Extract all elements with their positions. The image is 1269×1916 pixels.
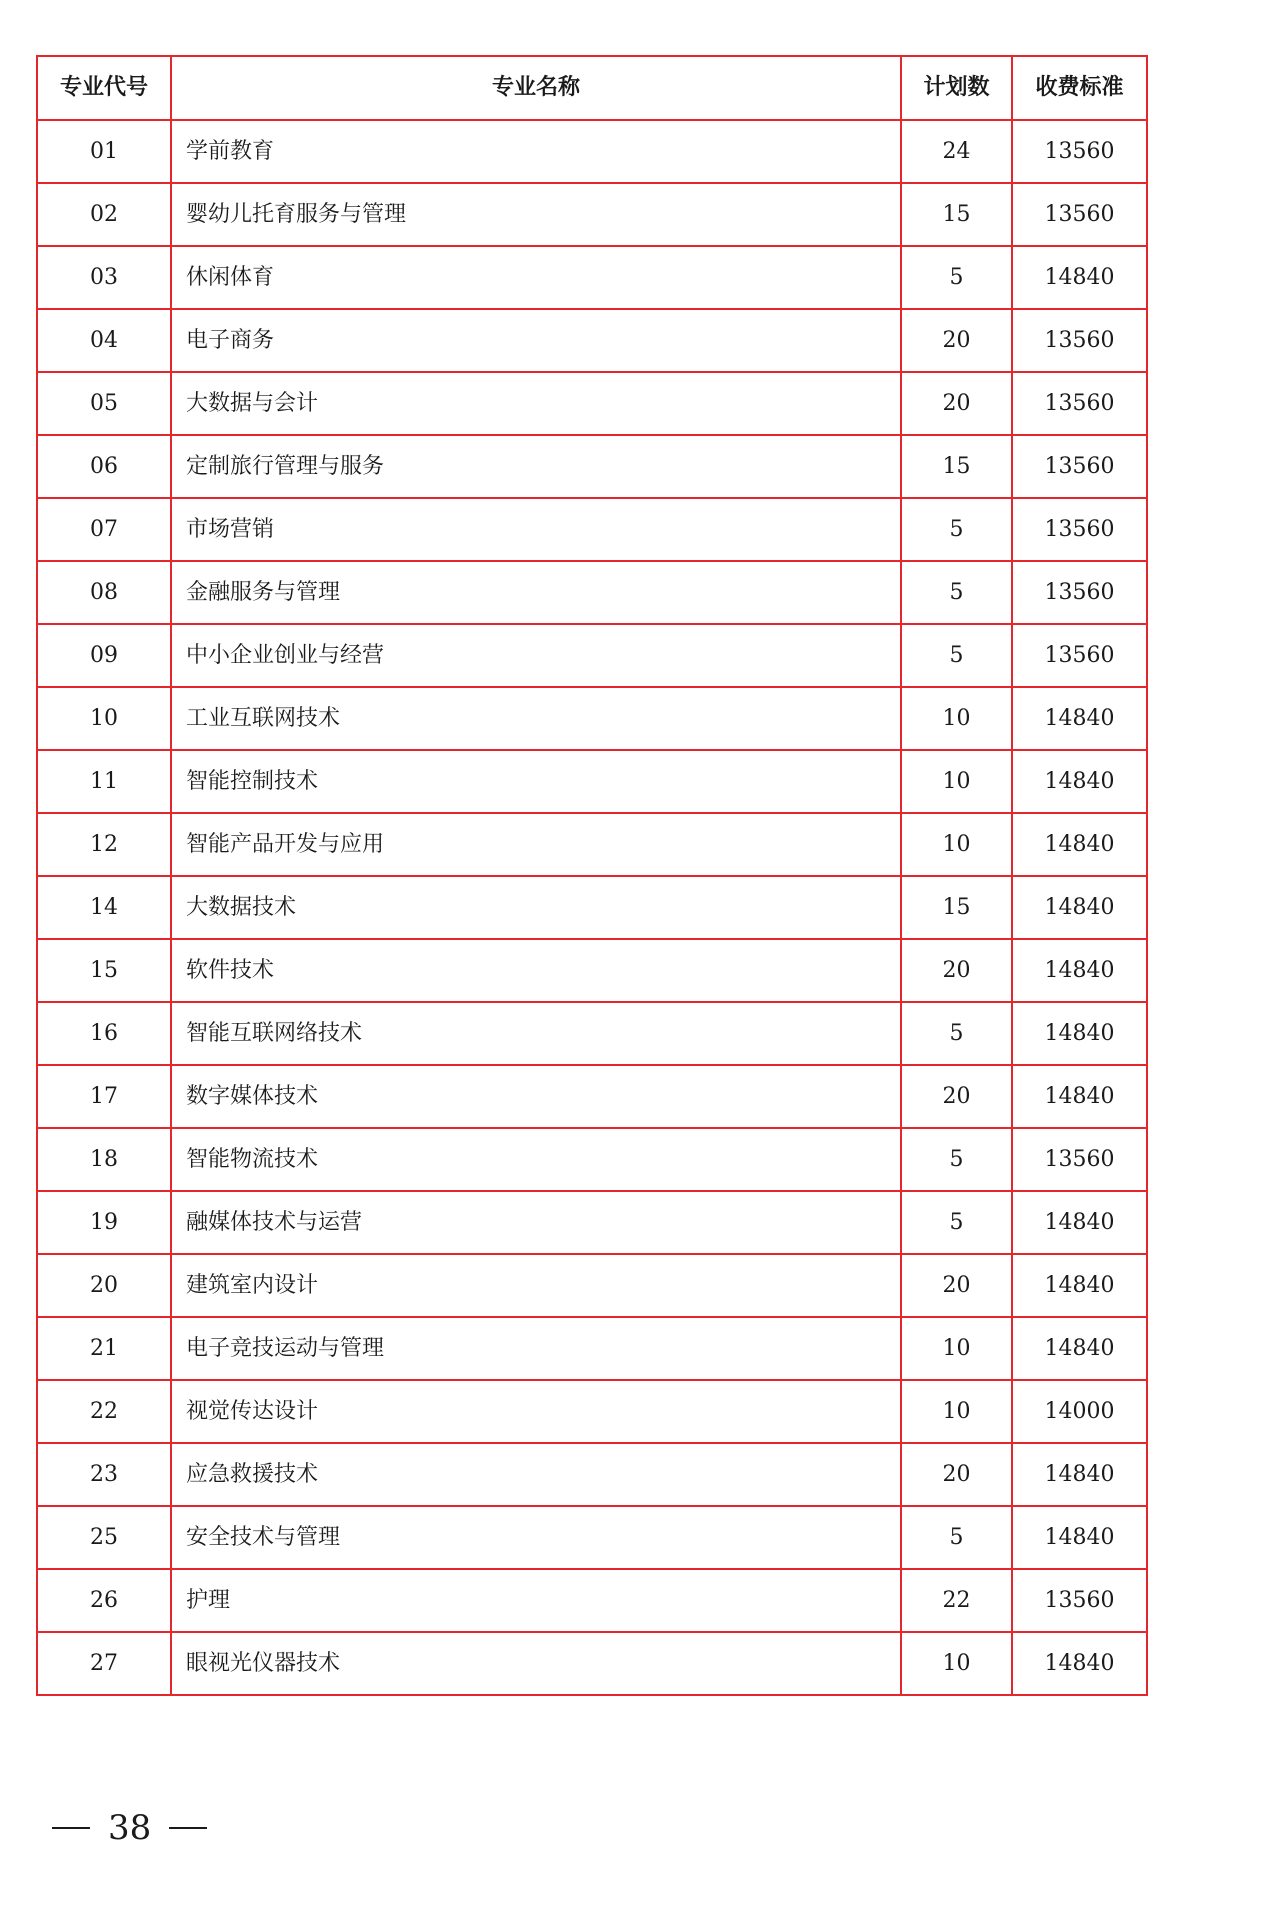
cell-major-code: 20 bbox=[37, 1254, 171, 1317]
table-row bbox=[37, 1191, 1147, 1254]
cell-major-name: 大数据技术 bbox=[171, 876, 901, 939]
cell-fee-standard: 14840 bbox=[1012, 750, 1147, 813]
table-row bbox=[37, 120, 1147, 183]
cell-major-code: 17 bbox=[37, 1065, 171, 1128]
cell-fee-standard: 14840 bbox=[1012, 1506, 1147, 1569]
cell-fee-standard: 13560 bbox=[1012, 309, 1147, 372]
cell-plan-count: 10 bbox=[901, 1380, 1012, 1443]
cell-major-name: 眼视光仪器技术 bbox=[171, 1632, 901, 1695]
cell-major-code: 23 bbox=[37, 1443, 171, 1506]
cell-major-code: 04 bbox=[37, 309, 171, 372]
cell-major-code: 27 bbox=[37, 1632, 171, 1695]
cell-plan-count: 15 bbox=[901, 435, 1012, 498]
table-row bbox=[37, 1317, 1147, 1380]
footer-dash-left bbox=[52, 1827, 90, 1829]
table-row bbox=[37, 1380, 1147, 1443]
table-row bbox=[37, 183, 1147, 246]
table-row bbox=[37, 1254, 1147, 1317]
cell-fee-standard: 13560 bbox=[1012, 1128, 1147, 1191]
cell-major-name: 电子竞技运动与管理 bbox=[171, 1317, 901, 1380]
cell-fee-standard: 13560 bbox=[1012, 183, 1147, 246]
table-row bbox=[37, 624, 1147, 687]
cell-major-name: 市场营销 bbox=[171, 498, 901, 561]
table-row bbox=[37, 750, 1147, 813]
cell-plan-count: 5 bbox=[901, 1191, 1012, 1254]
cell-plan-count: 20 bbox=[901, 939, 1012, 1002]
cell-plan-count: 22 bbox=[901, 1569, 1012, 1632]
header-plan-count: 计划数 bbox=[901, 56, 1012, 120]
footer-dash-right bbox=[169, 1827, 207, 1829]
cell-fee-standard: 14000 bbox=[1012, 1380, 1147, 1443]
enrollment-plan-table bbox=[36, 55, 1148, 1696]
table-body bbox=[37, 120, 1147, 1695]
table-row bbox=[37, 876, 1147, 939]
header-major-name: 专业名称 bbox=[171, 56, 901, 120]
cell-plan-count: 5 bbox=[901, 1128, 1012, 1191]
cell-fee-standard: 14840 bbox=[1012, 876, 1147, 939]
table-row bbox=[37, 561, 1147, 624]
cell-fee-standard: 13560 bbox=[1012, 372, 1147, 435]
cell-plan-count: 5 bbox=[901, 561, 1012, 624]
cell-plan-count: 5 bbox=[901, 1506, 1012, 1569]
cell-plan-count: 24 bbox=[901, 120, 1012, 183]
cell-major-name: 中小企业创业与经营 bbox=[171, 624, 901, 687]
cell-plan-count: 20 bbox=[901, 372, 1012, 435]
cell-major-name: 软件技术 bbox=[171, 939, 901, 1002]
cell-plan-count: 20 bbox=[901, 309, 1012, 372]
table-row bbox=[37, 1065, 1147, 1128]
cell-fee-standard: 14840 bbox=[1012, 1317, 1147, 1380]
cell-major-name: 融媒体技术与运营 bbox=[171, 1191, 901, 1254]
cell-major-code: 15 bbox=[37, 939, 171, 1002]
cell-major-code: 14 bbox=[37, 876, 171, 939]
cell-plan-count: 20 bbox=[901, 1443, 1012, 1506]
header-major-code: 专业代号 bbox=[37, 56, 171, 120]
cell-major-name: 金融服务与管理 bbox=[171, 561, 901, 624]
cell-major-code: 25 bbox=[37, 1506, 171, 1569]
cell-fee-standard: 13560 bbox=[1012, 561, 1147, 624]
cell-plan-count: 20 bbox=[901, 1065, 1012, 1128]
table-row bbox=[37, 687, 1147, 750]
cell-plan-count: 15 bbox=[901, 876, 1012, 939]
cell-major-code: 06 bbox=[37, 435, 171, 498]
cell-major-code: 01 bbox=[37, 120, 171, 183]
page-footer bbox=[52, 1808, 207, 1848]
cell-plan-count: 10 bbox=[901, 687, 1012, 750]
cell-fee-standard: 13560 bbox=[1012, 120, 1147, 183]
table-row bbox=[37, 1569, 1147, 1632]
cell-fee-standard: 13560 bbox=[1012, 498, 1147, 561]
cell-major-name: 休闲体育 bbox=[171, 246, 901, 309]
cell-major-name: 建筑室内设计 bbox=[171, 1254, 901, 1317]
cell-plan-count: 5 bbox=[901, 624, 1012, 687]
cell-plan-count: 10 bbox=[901, 1632, 1012, 1695]
table-row bbox=[37, 372, 1147, 435]
table-row bbox=[37, 1128, 1147, 1191]
cell-major-name: 定制旅行管理与服务 bbox=[171, 435, 901, 498]
cell-major-code: 08 bbox=[37, 561, 171, 624]
cell-fee-standard: 14840 bbox=[1012, 1002, 1147, 1065]
cell-fee-standard: 14840 bbox=[1012, 1632, 1147, 1695]
cell-major-name: 数字媒体技术 bbox=[171, 1065, 901, 1128]
cell-fee-standard: 14840 bbox=[1012, 1443, 1147, 1506]
table-row bbox=[37, 813, 1147, 876]
cell-plan-count: 10 bbox=[901, 1317, 1012, 1380]
cell-fee-standard: 14840 bbox=[1012, 246, 1147, 309]
cell-plan-count: 5 bbox=[901, 246, 1012, 309]
cell-plan-count: 5 bbox=[901, 498, 1012, 561]
cell-major-name: 大数据与会计 bbox=[171, 372, 901, 435]
cell-major-code: 16 bbox=[37, 1002, 171, 1065]
table-row bbox=[37, 246, 1147, 309]
cell-major-name: 智能物流技术 bbox=[171, 1128, 901, 1191]
cell-fee-standard: 14840 bbox=[1012, 1065, 1147, 1128]
cell-major-code: 12 bbox=[37, 813, 171, 876]
table-row bbox=[37, 1443, 1147, 1506]
cell-major-name: 智能互联网络技术 bbox=[171, 1002, 901, 1065]
cell-major-code: 07 bbox=[37, 498, 171, 561]
cell-major-name: 工业互联网技术 bbox=[171, 687, 901, 750]
cell-major-code: 11 bbox=[37, 750, 171, 813]
cell-major-name: 学前教育 bbox=[171, 120, 901, 183]
cell-major-code: 19 bbox=[37, 1191, 171, 1254]
cell-plan-count: 15 bbox=[901, 183, 1012, 246]
cell-plan-count: 10 bbox=[901, 750, 1012, 813]
cell-major-code: 10 bbox=[37, 687, 171, 750]
cell-major-name: 护理 bbox=[171, 1569, 901, 1632]
table-row bbox=[37, 498, 1147, 561]
cell-major-name: 智能控制技术 bbox=[171, 750, 901, 813]
cell-fee-standard: 13560 bbox=[1012, 1569, 1147, 1632]
cell-plan-count: 5 bbox=[901, 1002, 1012, 1065]
cell-fee-standard: 14840 bbox=[1012, 687, 1147, 750]
table-row bbox=[37, 309, 1147, 372]
cell-major-name: 电子商务 bbox=[171, 309, 901, 372]
cell-major-code: 05 bbox=[37, 372, 171, 435]
cell-major-code: 22 bbox=[37, 1380, 171, 1443]
cell-major-name: 视觉传达设计 bbox=[171, 1380, 901, 1443]
table-row bbox=[37, 435, 1147, 498]
cell-plan-count: 10 bbox=[901, 813, 1012, 876]
cell-major-code: 21 bbox=[37, 1317, 171, 1380]
cell-fee-standard: 14840 bbox=[1012, 939, 1147, 1002]
cell-major-name: 婴幼儿托育服务与管理 bbox=[171, 183, 901, 246]
cell-major-code: 26 bbox=[37, 1569, 171, 1632]
cell-major-code: 02 bbox=[37, 183, 171, 246]
cell-fee-standard: 14840 bbox=[1012, 813, 1147, 876]
cell-major-name: 安全技术与管理 bbox=[171, 1506, 901, 1569]
cell-major-code: 18 bbox=[37, 1128, 171, 1191]
cell-fee-standard: 13560 bbox=[1012, 435, 1147, 498]
table-row bbox=[37, 1632, 1147, 1695]
cell-fee-standard: 14840 bbox=[1012, 1254, 1147, 1317]
cell-major-code: 09 bbox=[37, 624, 171, 687]
page-number: 38 bbox=[108, 1808, 152, 1848]
cell-fee-standard: 13560 bbox=[1012, 624, 1147, 687]
cell-fee-standard: 14840 bbox=[1012, 1191, 1147, 1254]
cell-plan-count: 20 bbox=[901, 1254, 1012, 1317]
cell-major-name: 应急救援技术 bbox=[171, 1443, 901, 1506]
table-row bbox=[37, 1002, 1147, 1065]
cell-major-code: 03 bbox=[37, 246, 171, 309]
enrollment-plan-table-wrapper bbox=[36, 55, 1146, 1696]
header-fee-standard: 收费标准 bbox=[1012, 56, 1147, 120]
cell-major-name: 智能产品开发与应用 bbox=[171, 813, 901, 876]
table-header-row bbox=[37, 56, 1147, 120]
table-row bbox=[37, 939, 1147, 1002]
table-row bbox=[37, 1506, 1147, 1569]
